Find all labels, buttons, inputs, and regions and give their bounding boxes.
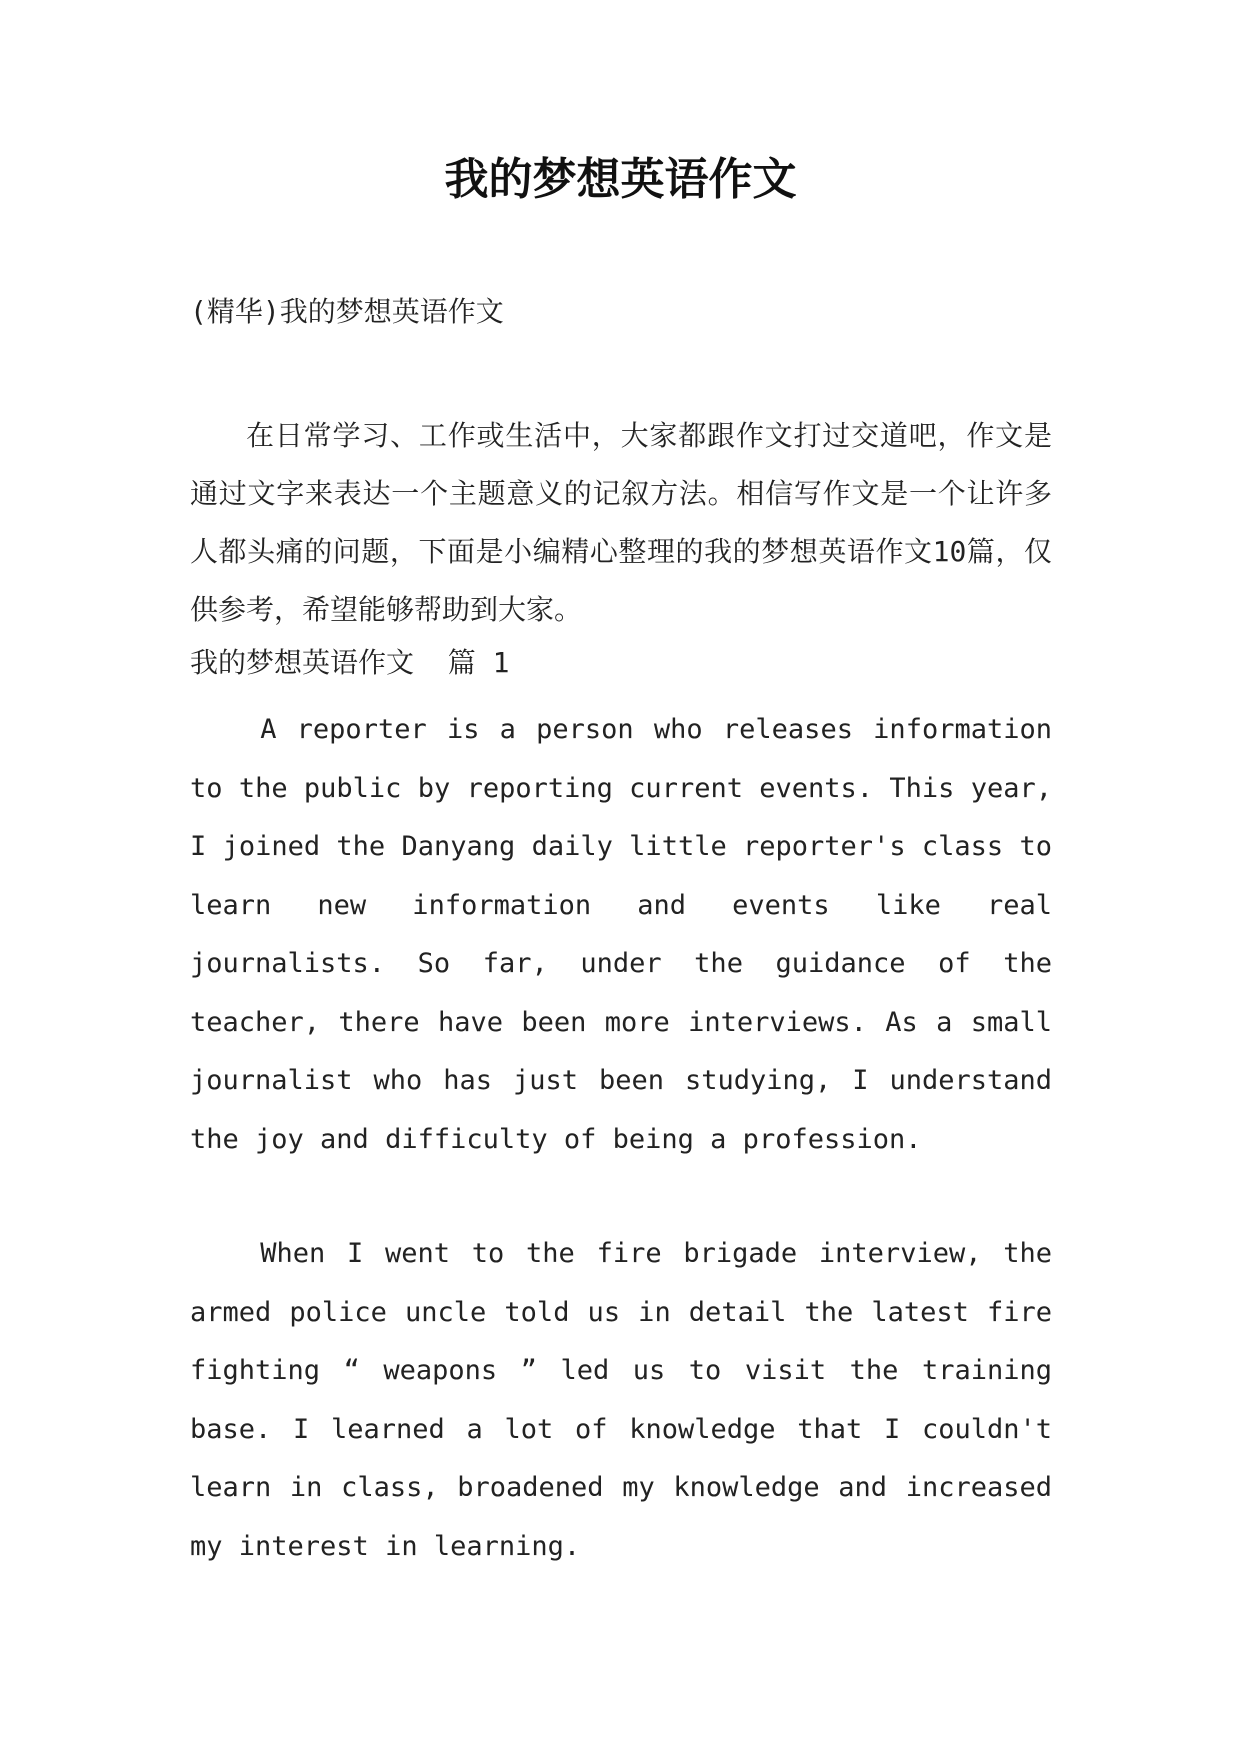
essay-paragraph: When I went to the fire brigade interview, the armed police uncle told us in detail the latest fire fighting “ weapons ” led us to visit the training base. I learned a lot of knowledge that I couldn't learn in class, broadened my knowledge and increased my interest in learning.	[190, 1238, 1052, 1562]
document-title: 我的梦想英语作文	[444, 154, 797, 205]
intro-section	[190, 407, 1052, 639]
document-subtitle: (精华)我的梦想英语作文	[190, 295, 504, 328]
essay-section-2	[190, 1225, 1052, 1576]
intro-paragraph: 在日常学习、工作或生活中，大家都跟作文打过交道吧，作文是通过文字来表达一个主题意义的记叙方法。相信写作文是一个让许多人都头痛的问题，下面是小编精心整理的我的梦想英语作文10篇，仅供参考，希望能够帮助到大家。	[190, 419, 1052, 626]
essay-section-1	[190, 701, 1052, 1169]
essay-paragraph: A reporter is a person who releases information to the public by reporting current events. This year, I joined the Danyang daily little reporter's class to learn new information and events like real journalists. So far, under the guidance of the teacher, there have been more interviews. As a small journalist who has just been studying, I understand the joy and difficulty of being a profession.	[190, 714, 1052, 1155]
section-heading: 我的梦想英语作文 篇 1	[190, 646, 510, 679]
